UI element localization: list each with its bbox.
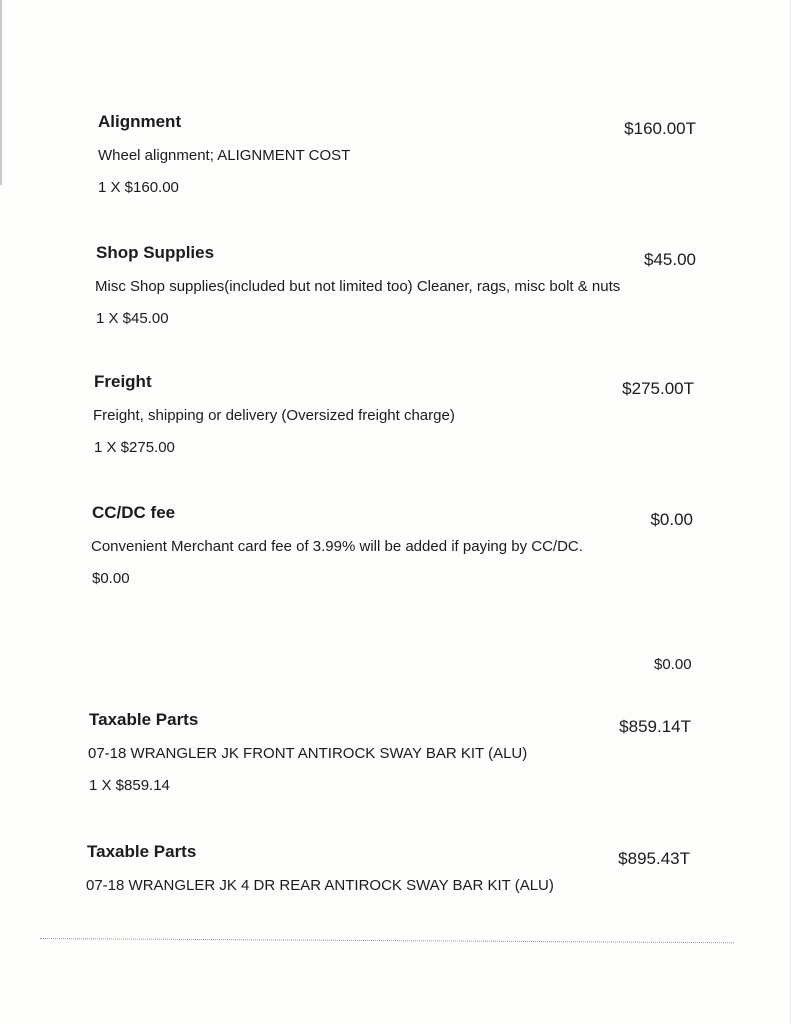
line-item-amount: $895.43T xyxy=(618,849,690,868)
line-item-title: Shop Supplies xyxy=(96,243,215,262)
line-item-alignment xyxy=(98,112,696,222)
bottom-divider xyxy=(40,938,734,943)
line-item-description: Convenient Merchant card fee of 3.99% will be added if paying by CC/DC. xyxy=(91,538,583,555)
line-item-description: Misc Shop supplies(included but not limited too) Cleaner, rags, misc bolt & nuts xyxy=(95,278,621,295)
line-item-amount: $160.00T xyxy=(624,119,696,138)
line-item-amount: $45.00 xyxy=(644,250,696,269)
line-item-taxable-parts-rear xyxy=(87,842,690,912)
line-item-freight xyxy=(94,372,694,482)
line-item-quantity: 1 X $275.00 xyxy=(94,439,175,456)
line-item-description: 07-18 WRANGLER JK 4 DR REAR ANTIROCK SWAY BAR KIT (ALU) xyxy=(86,877,554,894)
line-item-title: Freight xyxy=(94,372,152,391)
standalone-amount: $0.00 xyxy=(654,656,692,673)
line-item-title: CC/DC fee xyxy=(92,503,176,522)
line-item-amount: $859.14T xyxy=(619,717,691,736)
line-item-quantity: $0.00 xyxy=(92,570,130,587)
line-item-title: Taxable Parts xyxy=(89,710,199,729)
line-item-title: Alignment xyxy=(98,112,182,131)
line-item-description: Wheel alignment; ALIGNMENT COST xyxy=(98,147,351,164)
line-item-shop-supplies xyxy=(96,243,696,353)
line-item-amount: $0.00 xyxy=(650,510,693,529)
line-item-taxable-parts-front xyxy=(89,710,691,820)
line-item-cc-dc-fee xyxy=(92,503,693,613)
page-scan-edge-left xyxy=(0,0,2,185)
line-item-amount: $275.00T xyxy=(622,379,694,398)
line-item-description: Freight, shipping or delivery (Oversized freight charge) xyxy=(93,407,455,424)
line-item-quantity: 1 X $45.00 xyxy=(96,310,169,327)
line-item-quantity: 1 X $859.14 xyxy=(89,777,170,794)
line-item-description: 07-18 WRANGLER JK FRONT ANTIROCK SWAY BAR KIT (ALU) xyxy=(88,745,528,762)
line-item-quantity: 1 X $160.00 xyxy=(98,179,179,196)
line-item-title: Taxable Parts xyxy=(87,842,197,861)
